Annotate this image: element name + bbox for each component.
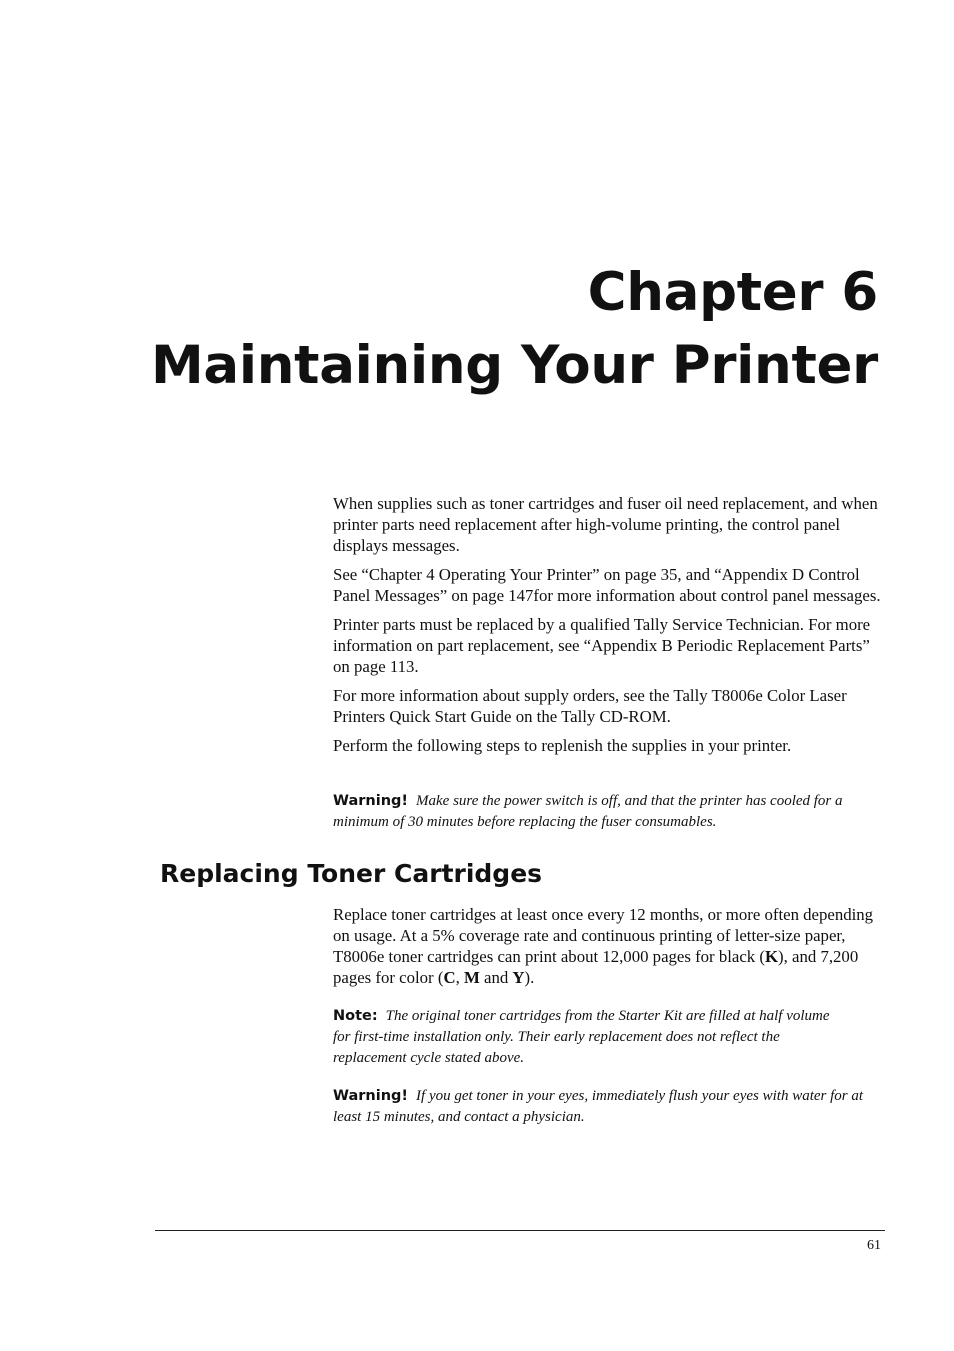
note-label: Note:	[333, 1008, 378, 1024]
chapter-name: Maintaining Your Printer	[150, 335, 878, 396]
warning-text: Make sure the power switch is off, and that the printer has cooled for a minimum of 30 minutes before replacing the fuser consumables.	[333, 793, 843, 830]
intro-paragraph-3: Printer parts must be replaced by a qualified Tally Service Technician. For more information on part replacement, see “Appendix B Periodic Replacement Parts” on page 113.	[333, 615, 871, 676]
intro-paragraph-5: Perform the following steps to replenish the supplies in your printer.	[333, 736, 792, 755]
intro-paragraph-1: When supplies such as toner cartridges and fuser oil need replacement, and when printer parts need replacement after high-volume printing, the control panel displays messages.	[333, 494, 878, 555]
warning-label: Warning!	[333, 1088, 409, 1104]
warning-label: Warning!	[333, 793, 409, 809]
note-text: The original toner cartridges from the Starter Kit are filled at half volume for first-time installation only. Their early replacement does not reflect the replacement cycle stated above.	[333, 1008, 830, 1066]
warning-fuser	[333, 791, 853, 833]
toner-text-1: Replace toner cartridges at least once every 12 months, or more often depending on usage. At a 5% coverage rate and continuous printing of letter-size paper, T8006e toner cartridges can print about 12,000 pages for black (	[333, 905, 874, 966]
note-starter-kit	[333, 1006, 833, 1069]
black-code: K	[764, 947, 779, 966]
toner-section	[333, 904, 885, 996]
yellow-code: Y	[512, 968, 525, 987]
intro-section	[333, 493, 885, 764]
chapter-number: Chapter 6	[587, 262, 878, 323]
warning-toner-eyes	[333, 1086, 885, 1128]
warning-text: If you get toner in your eyes, immediately flush your eyes with water for at least 15 minutes, and contact a physician.	[333, 1088, 864, 1125]
page-number: 61	[867, 1238, 881, 1253]
magenta-code: M	[463, 968, 480, 987]
cyan-code: C	[443, 968, 456, 987]
toner-sep-2: and	[479, 968, 513, 987]
intro-paragraph-4: For more information about supply orders, see the Tally T8006e Color Laser Printers Quick Start Guide on the Tally CD-ROM.	[333, 686, 847, 726]
toner-text-2: ), and 7,200 pages for color (	[333, 947, 859, 987]
toner-sep-1: ,	[455, 968, 464, 987]
chapter-title	[151, 256, 878, 402]
intro-paragraph-2: See “Chapter 4 Operating Your Printer” on page 35, and “Appendix D Control Panel Messages” on page 147for more information about control panel messages.	[333, 565, 881, 605]
footer-rule	[155, 1230, 885, 1231]
toner-paragraph	[333, 904, 885, 988]
toner-text-end: ).	[524, 968, 535, 987]
section-heading: Replacing Toner Cartridges	[160, 859, 543, 888]
